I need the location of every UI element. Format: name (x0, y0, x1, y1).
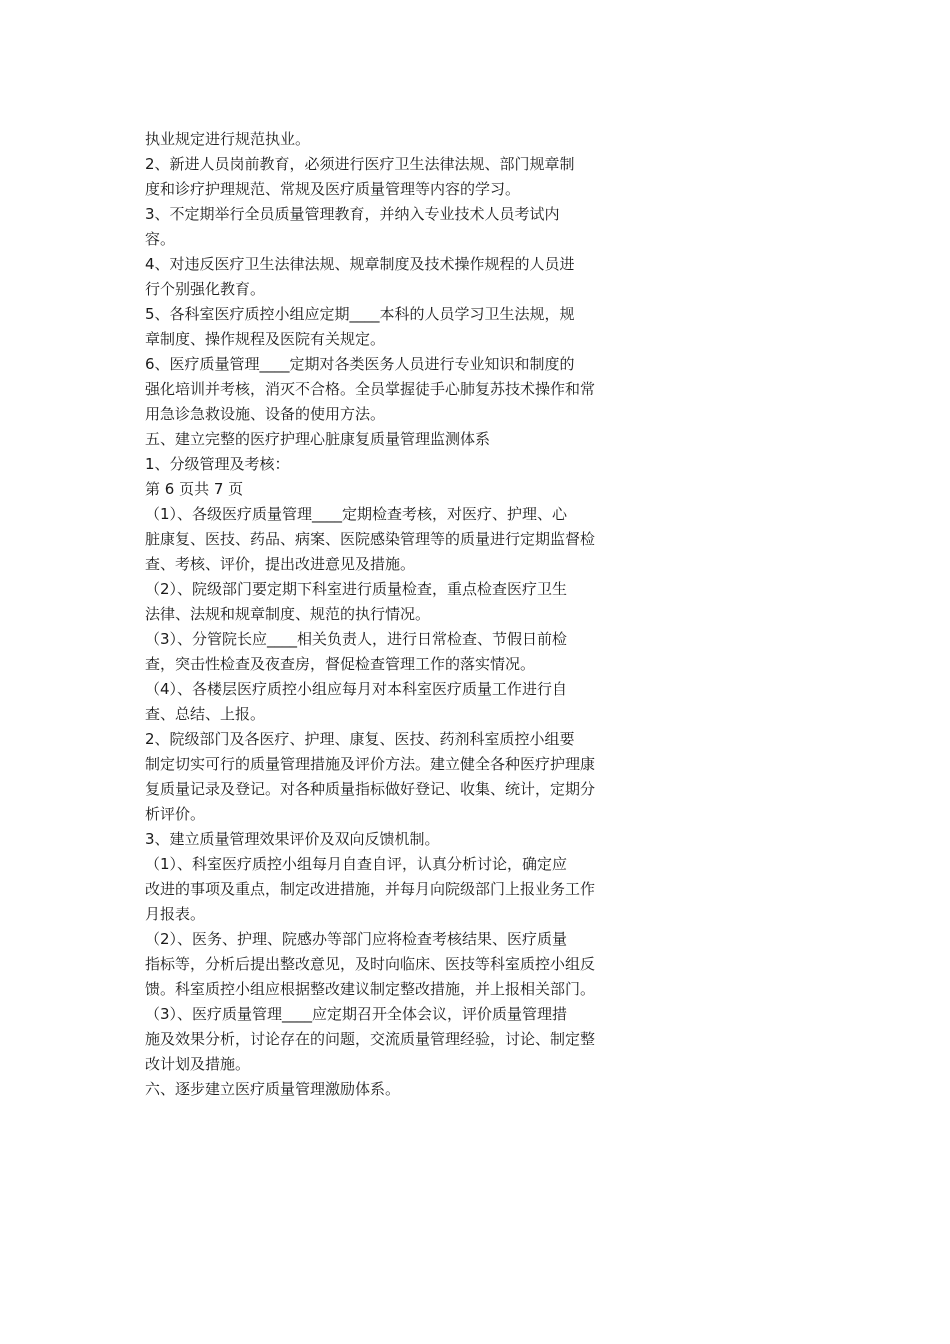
text-line: 指标等，分析后提出整改意见，及时向临床、医技等科室质控小组反 (145, 955, 596, 973)
page-number: 第 6 页共 7 页 (145, 480, 244, 498)
text-line: 馈。科室质控小组应根据整改建议制定整改措施，并上报相关部门。 (145, 980, 596, 998)
text-line: 改计划及措施。 (145, 1055, 251, 1073)
text-line: 3、建立质量管理效果评价及双向反馈机制。 (145, 830, 440, 848)
text-line: 3、不定期举行全员质量管理教育，并纳入专业技术人员考试内 (145, 205, 560, 223)
text-line: 用急诊急救设施、设备的使用方法。 (145, 405, 386, 423)
text-line: 复质量记录及登记。对各种质量指标做好登记、收集、统计，定期分 (145, 780, 596, 798)
text-line: 改进的事项及重点，制定改进措施，并每月向院级部门上报业务工作 (145, 880, 596, 898)
text-line: 析评价。 (145, 805, 206, 823)
text-line: 5、各科室医疗质控小组应定期____本科的人员学习卫生法规，规 (145, 305, 575, 323)
document-body (145, 127, 660, 1102)
text-line: 强化培训并考核，消灭不合格。全员掌握徒手心肺复苏技术操作和常 (145, 380, 596, 398)
section-heading: 六、逐步建立医疗质量管理激励体系。 (145, 1080, 401, 1098)
text-line: 脏康复、医技、药品、病案、医院感染管理等的质量进行定期监督检 (145, 530, 596, 548)
text-line: 月报表。 (145, 905, 206, 923)
text-line: （1）、各级医疗质量管理____定期检查考核，对医疗、护理、心 (145, 505, 568, 523)
text-line: 施及效果分析，讨论存在的问题，交流质量管理经验，讨论、制定整 (145, 1030, 596, 1048)
section-heading: 五、建立完整的医疗护理心脏康复质量管理监测体系 (145, 430, 491, 448)
text-line: 章制度、操作规程及医院有关规定。 (145, 330, 386, 348)
text-line: 行个别强化教育。 (145, 280, 266, 298)
text-line: 查、考核、评价，提出改进意见及措施。 (145, 555, 416, 573)
text-line: （2）、医务、护理、院感办等部门应将检查考核结果、医疗质量 (145, 930, 568, 948)
text-line: （3）、分管院长应____相关负责人，进行日常检查、节假日前检 (145, 630, 568, 648)
text-line: 6、医疗质量管理____定期对各类医务人员进行专业知识和制度的 (145, 355, 575, 373)
text-line: 容。 (145, 230, 176, 248)
text-line: （2）、院级部门要定期下科室进行质量检查，重点检查医疗卫生 (145, 580, 568, 598)
text-line: 制定切实可行的质量管理措施及评价方法。建立健全各种医疗护理康 (145, 755, 596, 773)
text-line: 4、对违反医疗卫生法律法规、规章制度及技术操作规程的人员进 (145, 255, 575, 273)
text-line: （3）、医疗质量管理____应定期召开全体会议，评价质量管理措 (145, 1005, 568, 1023)
text-line: 法律、法规和规章制度、规范的执行情况。 (145, 605, 431, 623)
text-line: 查、总结、上报。 (145, 705, 266, 723)
text-line: 执业规定进行规范执业。 (145, 130, 311, 148)
text-line: 度和诊疗护理规范、常规及医疗质量管理等内容的学习。 (145, 180, 521, 198)
text-line: （4）、各楼层医疗质控小组应每月对本科室医疗质量工作进行自 (145, 680, 568, 698)
text-line: 查，突击性检查及夜查房，督促检查管理工作的落实情况。 (145, 655, 536, 673)
text-line: 2、新进人员岗前教育，必须进行医疗卫生法律法规、部门规章制 (145, 155, 575, 173)
text-line: 2、院级部门及各医疗、护理、康复、医技、药剂科室质控小组要 (145, 730, 575, 748)
text-line: （1）、科室医疗质控小组每月自查自评，认真分析讨论，确定应 (145, 855, 568, 873)
text-line: 1、分级管理及考核： (145, 455, 290, 473)
